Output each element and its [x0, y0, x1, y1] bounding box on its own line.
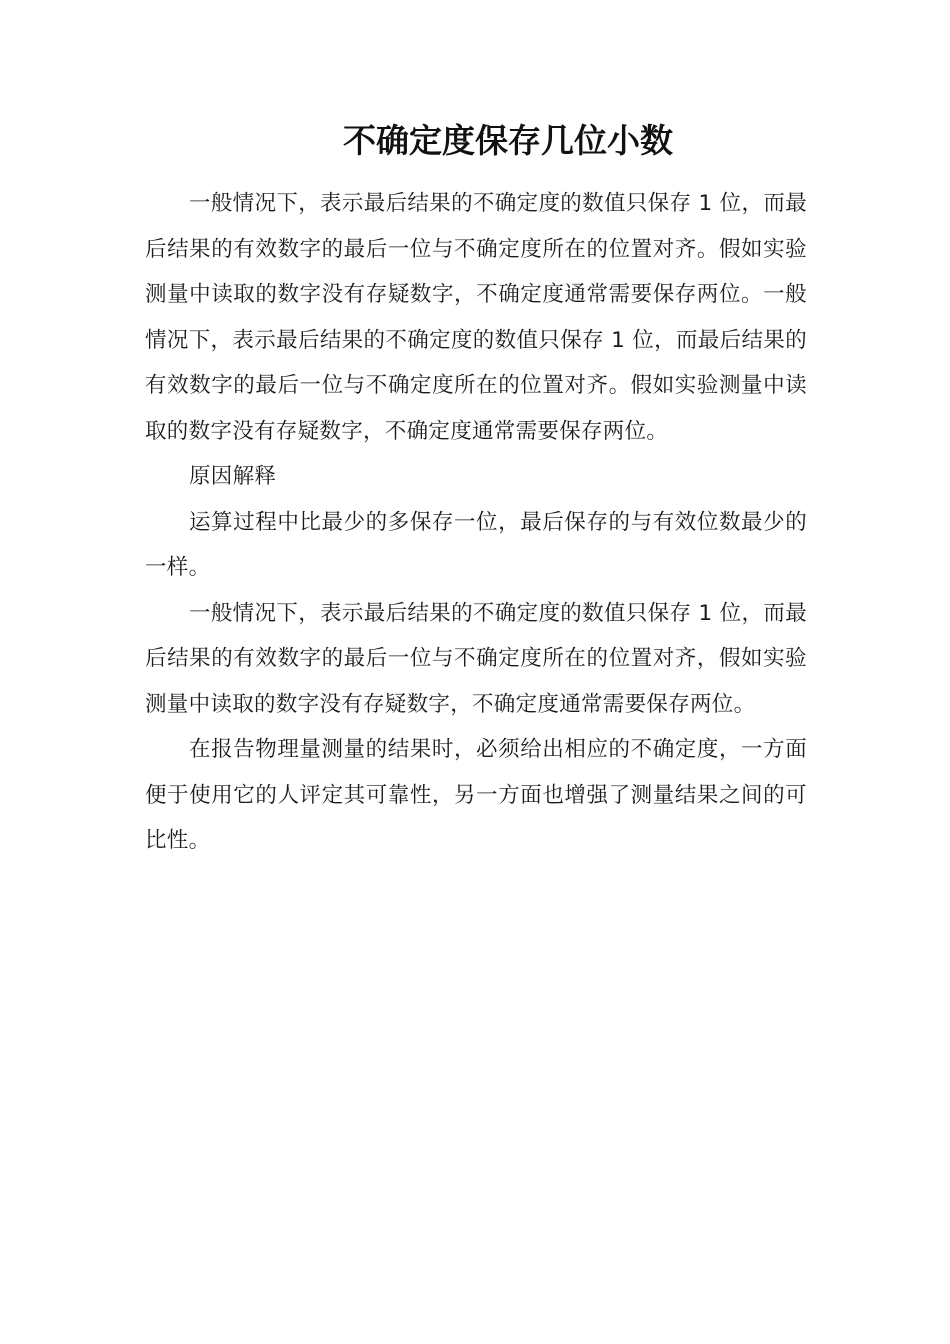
paragraph-1: 一般情况下，表示最后结果的不确定度的数值只保存 1 位，而最后结果的有效数字的最后一位与不确定度所在的位置对齐。假如实验测量中读取的数字没有存疑数字，不确定度通常需要保存两位。一般情况下，表示最后结果的不确定度的数值只保存 1 位，而最后结果的有效数字的最后一位与不确定度所在的位置对齐。假如实验测量中读取的数字没有存疑数字，不确定度通常需要保存两位。 [145, 191, 807, 444]
paragraph-4: 一般情况下，表示最后结果的不确定度的数值只保存 1 位，而最后结果的有效数字的最后一位与不确定度所在的位置对齐，假如实验测量中读取的数字没有存疑数字，不确定度通常需要保存两位。 [145, 600, 807, 717]
paragraph-5: 在报告物理量测量的结果时，必须给出相应的不确定度，一方面便于使用它的人评定其可靠性，另一方面也增强了测量结果之间的可比性。 [145, 737, 807, 853]
document-title: 不确定度保存几位小数 [343, 121, 673, 160]
paragraph-3: 运算过程中比最少的多保存一位，最后保存的与有效位数最少的一样。 [145, 509, 807, 580]
paragraph-2: 原因解释 [189, 464, 277, 489]
document-body [145, 181, 807, 864]
